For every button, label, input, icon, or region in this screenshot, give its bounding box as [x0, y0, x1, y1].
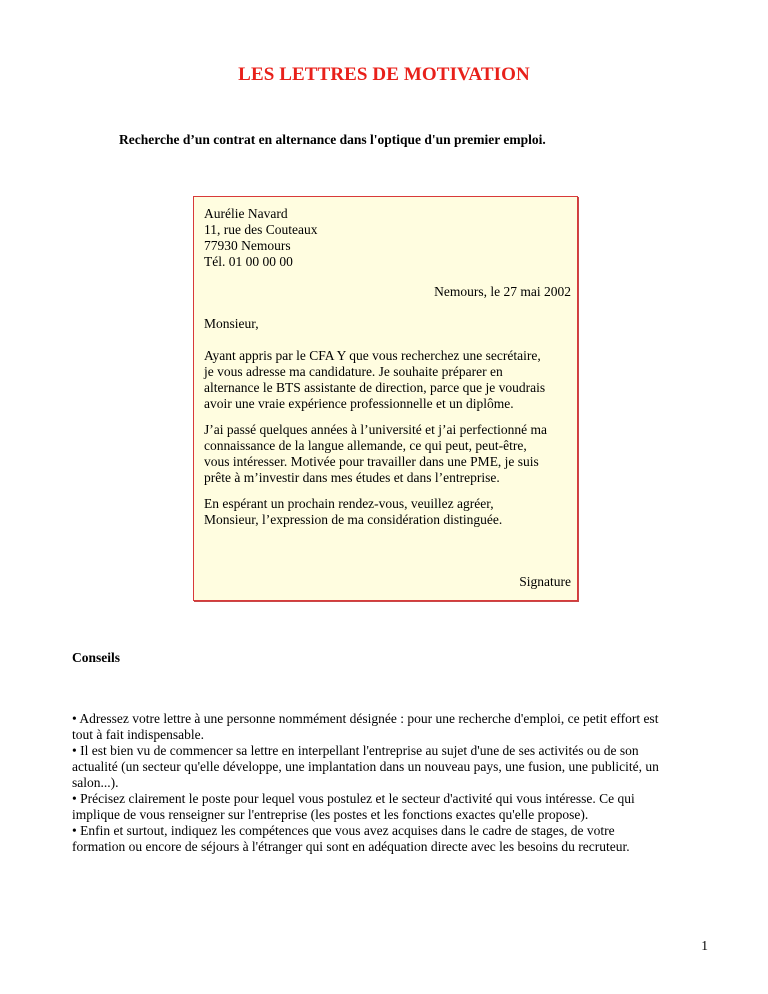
sender-name: Aurélie Navard: [204, 206, 288, 221]
advice-list: [72, 711, 700, 855]
page-number: 1: [701, 938, 708, 953]
conseils-heading: Conseils: [72, 650, 121, 665]
text-line: alternance le BTS assistante de direction, parce que je voudrais: [204, 380, 546, 395]
advice-line: salon...).: [72, 775, 119, 790]
letter-date: Nemours, le 27 mai 2002: [434, 284, 571, 299]
sender-street: 11, rue des Couteaux: [204, 222, 318, 237]
letter-paragraph-3: [204, 496, 569, 528]
letter-signature: Signature: [519, 574, 571, 589]
text-line: je vous adresse ma candidature. Je souhaite préparer en: [204, 364, 503, 379]
sender-city: 77930 Nemours: [204, 238, 291, 253]
advice-line: • Enfin et surtout, indiquez les compétences que vous avez acquises dans le cadre de stages, de votre: [72, 823, 615, 838]
advice-line: actualité (un secteur qu'elle développe, une implantation dans un nouveau pays, une fusion, une publicité, un: [72, 759, 659, 774]
text-line: prête à m’investir dans mes études et dans l’entreprise.: [204, 470, 500, 485]
page-title: LES LETTRES DE MOTIVATION: [238, 64, 530, 85]
advice-line: • Précisez clairement le poste pour lequel vous postulez et le secteur d'activité qui vous intéresse. Ce qui: [72, 791, 635, 806]
sender-phone: Tél. 01 00 00 00: [204, 254, 293, 269]
sample-letter: [193, 196, 578, 601]
text-line: Ayant appris par le CFA Y que vous recherchez une secrétaire,: [204, 348, 541, 363]
text-line: vous intéresser. Motivée pour travailler dans une PME, je suis: [204, 454, 539, 469]
advice-line: • Il est bien vu de commencer sa lettre en interpellant l'entreprise au sujet d'une de ses activités ou de son: [72, 743, 639, 758]
advice-line: implique de vous renseigner sur l'entreprise (les postes et les fonctions exactes qu'elle propose).: [72, 807, 589, 822]
subtitle: Recherche d’un contrat en alternance dans l'optique d'un premier emploi.: [119, 132, 546, 147]
sender-address: [204, 206, 569, 270]
letter-salutation: Monsieur,: [204, 316, 259, 331]
text-line: connaissance de la langue allemande, ce qui peut, peut-être,: [204, 438, 527, 453]
text-line: En espérant un prochain rendez-vous, veuillez agréer,: [204, 496, 494, 511]
advice-line: • Adressez votre lettre à une personne nommément désignée : pour une recherche d'emploi, ce petit effort est: [72, 711, 659, 726]
text-line: avoir une vraie expérience professionnelle et un diplôme.: [204, 396, 514, 411]
text-line: Monsieur, l’expression de ma considération distinguée.: [204, 512, 503, 527]
text-line: J’ai passé quelques années à l’université et j’ai perfectionné ma: [204, 422, 547, 437]
advice-line: formation ou encore de séjours à l'étranger qui sont en adéquation directe avec les besoins du recruteur.: [72, 839, 630, 854]
letter-paragraph-2: [204, 422, 569, 486]
advice-line: tout à fait indispensable.: [72, 727, 204, 742]
letter-paragraph-1: [204, 348, 569, 412]
